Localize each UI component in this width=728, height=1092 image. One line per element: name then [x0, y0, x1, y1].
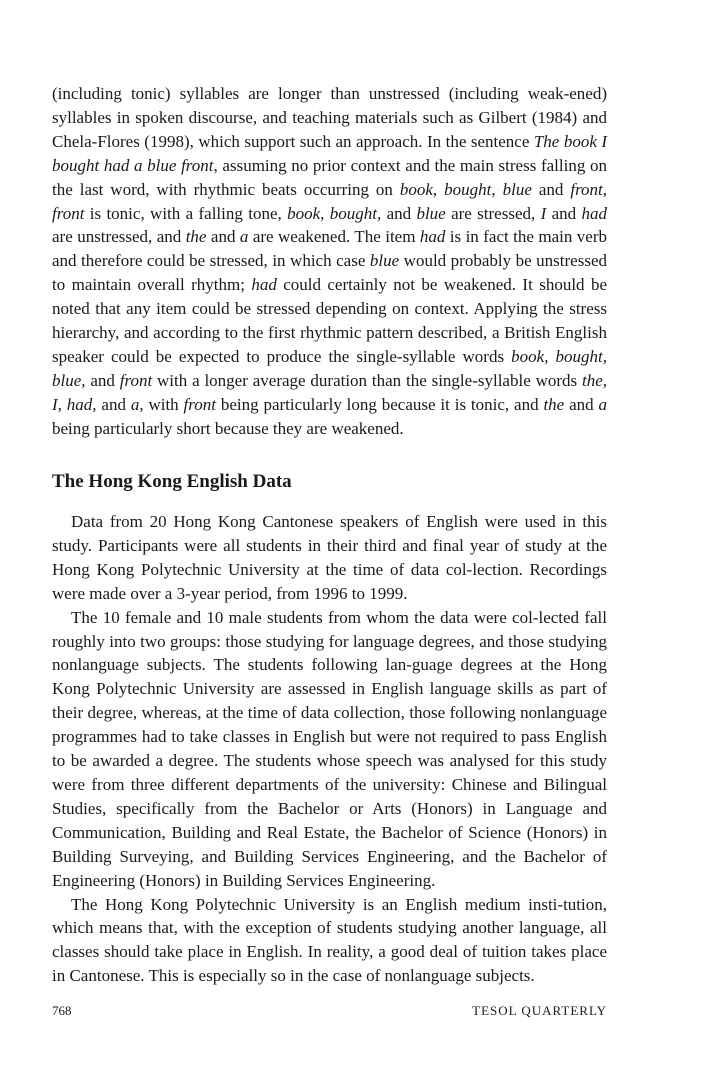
italic-term: blue	[416, 203, 446, 223]
italic-term: the	[581, 370, 603, 390]
italic-term: I	[540, 203, 547, 223]
text-run: ,	[491, 179, 503, 199]
italic-term: had	[251, 275, 277, 295]
italic-term: book	[287, 203, 321, 223]
italic-term: a	[239, 227, 249, 247]
section-body	[52, 510, 607, 988]
italic-term: blue	[369, 251, 400, 271]
text-run: and	[381, 203, 417, 223]
text-run: are weakened. The item	[248, 227, 420, 247]
italic-term: front	[570, 179, 603, 199]
italic-term: front	[119, 370, 153, 390]
text-run: would probably be unstressed to maintain overall rhythm;	[52, 251, 607, 295]
italic-term: the	[185, 227, 207, 247]
text-run: and	[85, 370, 120, 390]
italic-term: had	[419, 227, 446, 247]
section-paragraph-1: Data from 20 Hong Kong Cantonese speakers of English were used in this study. Participants were all students in their third and final year of study at the Hong Kong Polytechnic University at the time of data col-lection. Recordings were made over a 3-year period, from 1996 to 1999.	[52, 512, 607, 603]
text-run: ,	[602, 370, 607, 390]
text-run: ,	[57, 394, 67, 414]
text-run: (including tonic) syllables are longer than unstressed (including weak-ened) syllables in spoken discourse, and teaching materials such as Gilbert (1984) and Chela-Flores (1998), which support such an approach. In the sentence	[52, 84, 607, 151]
page-content	[52, 82, 608, 986]
italic-term: book, bought, blue,	[52, 346, 607, 390]
section-heading: The Hong Kong English Data	[52, 471, 292, 492]
italic-term: bought,	[329, 203, 382, 223]
italic-term: front	[52, 203, 85, 223]
italic-term: front	[183, 394, 216, 414]
section-paragraph-3: The Hong Kong Polytechnic University is an English medium insti-tution, which means that, with the exception of students studying another language, all classes should take place in English. In reality, a good deal of tuition takes place in Cantonese. This is especially so in the case of nonlanguage subjects.	[52, 894, 607, 986]
text-run: and	[564, 394, 599, 414]
text-run: being particularly short because they are weakened.	[52, 418, 404, 438]
italic-term: I	[52, 394, 58, 414]
text-run: being particularly long because it is tonic, and	[215, 394, 544, 414]
italic-term: bought	[444, 179, 492, 199]
journal-name: TESOL QUARTERLY	[472, 1003, 607, 1018]
text-run: and	[546, 203, 582, 223]
section-paragraph-2: The 10 female and 10 male students from whom the data were col-lected fall roughly into two groups: those studying for language degrees, and those studying nonlanguage subjects. The students following lan-guage degrees at the Hong Kong Polytechnic University are assessed in English language skills as part of their degree, whereas, at the time of data collection, those following nonlanguage programmes had to take classes in English but were not required to pass English to be awarded a degree. The students whose speech was analysed for this study were from three different departments of the university: Chinese and Bilingual Studies, specifically from the Bachelor or Arts (Honors) in Language and Communication, Building and Real Estate, the Bachelor of Science (Honors) in Building Surveying, and Building Services Engineering, and the Bachelor of Engineering (Honors) in Building Services Engineering.	[52, 607, 607, 890]
text-run: are stressed,	[445, 203, 541, 223]
italic-term: book	[399, 179, 433, 199]
text-run: with a longer average duration than the single-syllable words	[152, 370, 582, 390]
text-run: ,	[320, 203, 330, 223]
text-run: ,	[432, 179, 445, 199]
page-number: 768	[52, 1003, 72, 1018]
italic-term: the	[543, 394, 565, 414]
text-run: are unstressed, and	[52, 227, 186, 247]
italic-term: blue	[502, 179, 532, 199]
text-run: and	[531, 179, 571, 199]
text-run: is in fact the main verb and therefore could be stressed, in which case	[52, 227, 607, 271]
text-run: , with	[139, 394, 184, 414]
text-run: ,	[602, 179, 608, 199]
italic-term: had,	[66, 394, 97, 414]
italic-term: had	[581, 203, 607, 223]
text-run: could certainly not be weakened. It should be noted that any item could be stressed depending on context. Applying the stress hierarchy, and according to the first rhythmic pattern described, a British English speaker could be expected to produce the single-syllable words	[52, 275, 607, 366]
text-run: and	[96, 394, 131, 414]
text-run: , assuming no prior context and the main stress falling on the last word, with rhythmic beats occurring on	[52, 155, 607, 199]
italic-term: a	[130, 394, 140, 414]
text-run: is tonic, with a falling tone,	[84, 203, 288, 223]
italic-term: The book I bought had a blue front	[52, 131, 607, 175]
body-paragraph-1	[52, 82, 607, 441]
text-run: and	[206, 227, 240, 247]
italic-term: a	[598, 394, 608, 414]
